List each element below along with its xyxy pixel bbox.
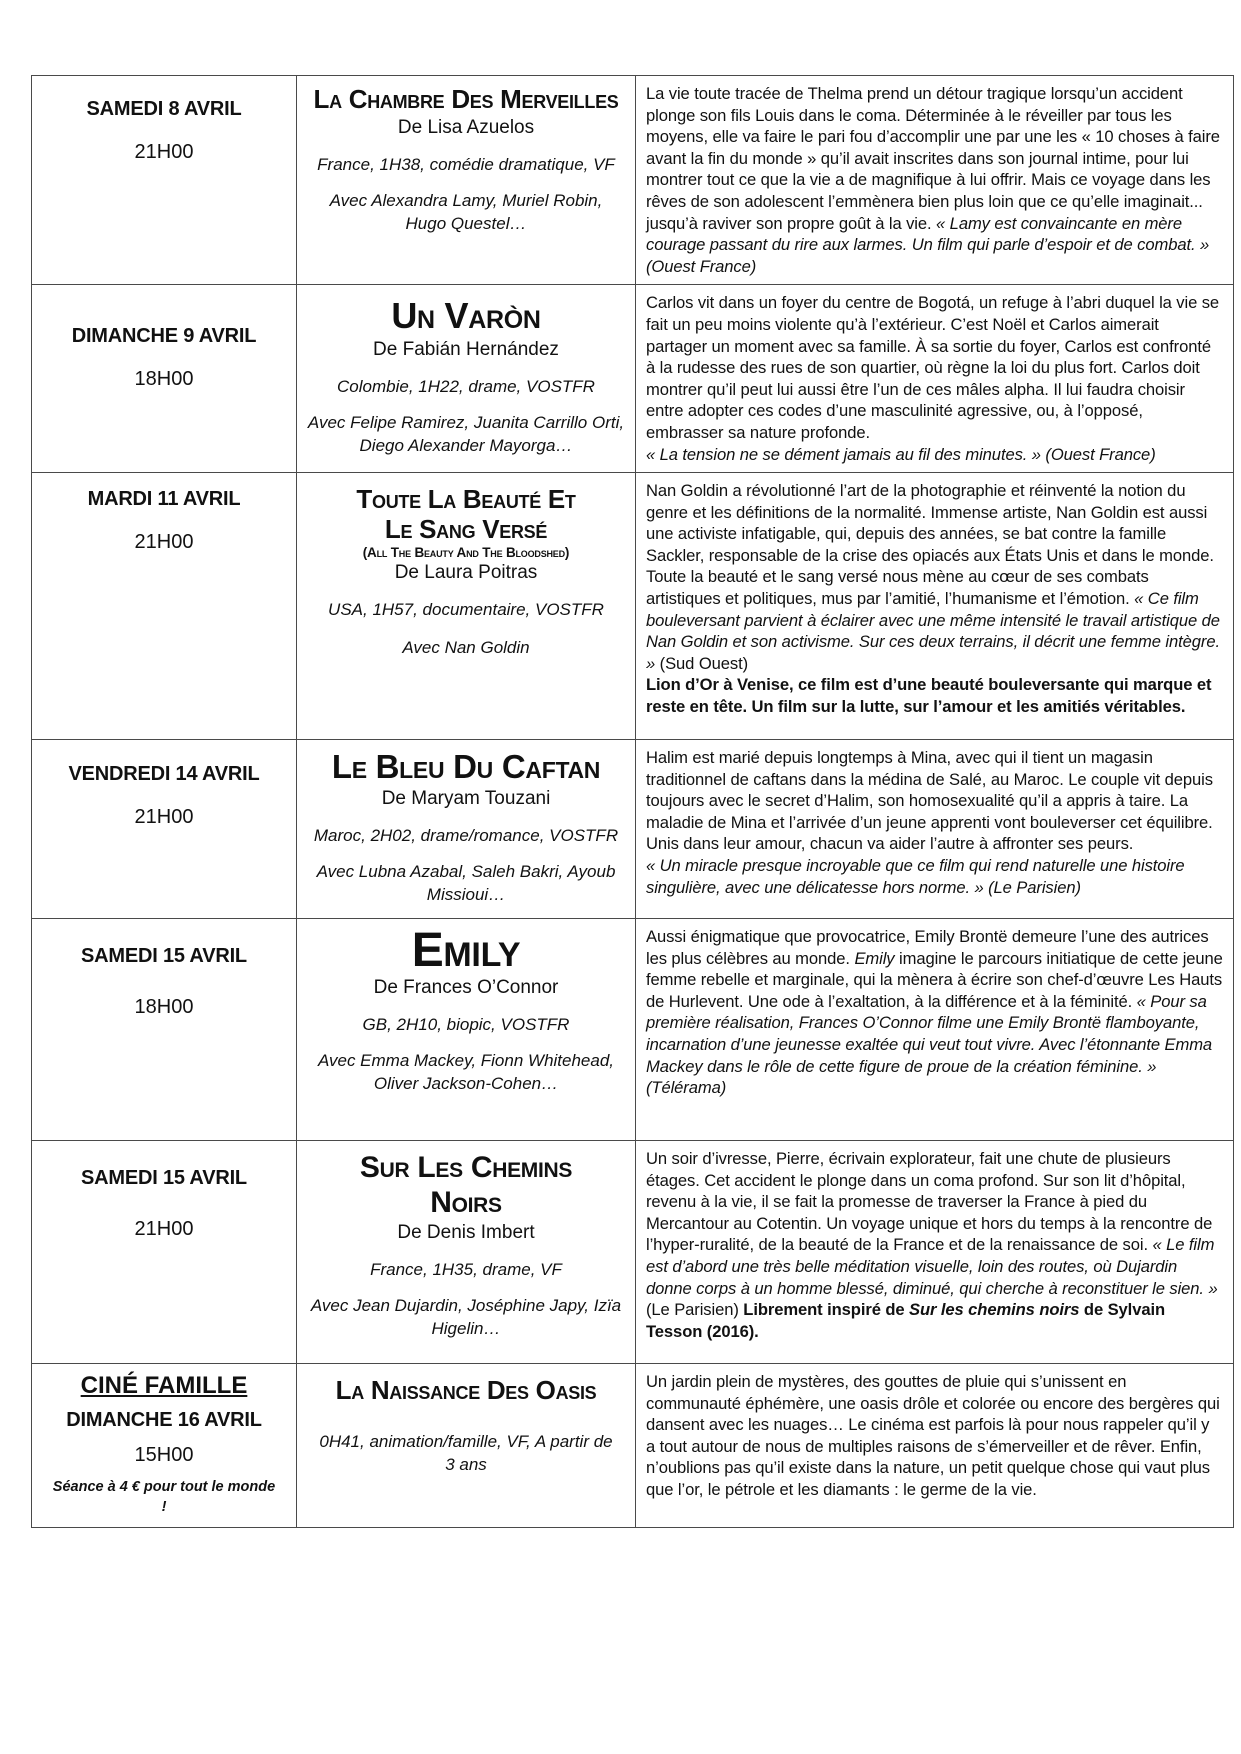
synopsis-cell [636,473,1234,740]
adaptation-note: de Sylvain Tesson (2016). [646,1300,1165,1341]
film-title-line-2: Le Sang Versé [384,513,548,544]
film-cast: Avec Alexandra Lamy, Muriel Robin, Hugo Questel… [329,190,603,233]
screening-day: SAMEDI 8 AVRIL [86,98,242,120]
screening-day: DIMANCHE 16 AVRIL [66,1409,262,1432]
date-cell [32,285,297,473]
screening-day: SAMEDI 15 AVRIL [81,945,247,968]
film-director: De Denis Imbert [397,1222,535,1244]
press-quote: « La tension ne se dément jamais au fil des minutes. » (Ouest France) [646,444,1156,464]
synopsis-cell [636,285,1234,473]
film-cell [297,1141,636,1364]
film-info: Colombie, 1H22, drame, VOSTFR [337,376,595,396]
film-cell [297,1364,636,1528]
date-cell [32,1364,297,1528]
synopsis-cell [636,76,1234,285]
film-director: De Lisa Azuelos [397,116,535,138]
synopsis [646,1148,1223,1342]
synopsis [646,83,1223,277]
press-source: (Sud Ouest) [659,653,749,673]
date-cell [32,919,297,1141]
screening-day: DIMANCHE 9 AVRIL [71,325,257,348]
film-title: Emily [411,924,521,978]
film-title-mention: Emily [854,948,895,968]
screening-row [32,919,1234,1141]
film-title-line-1: Toute La Beauté Et [356,484,576,515]
screening-row [32,76,1234,285]
press-source: (Le Parisien) [646,1300,739,1320]
synopsis-text: Nan Goldin a révolutionné l’art de la photographie et réinventé la notion du genre et les définitions de la normalité. Immense artiste, Nan Goldin est aussi une activiste infatigable, qui, depuis des années, se bat contre la famille Sackler, responsable de la crise des opiacés aux États Unis et dans le monde. Toute la beauté et le sang versé nous mène au cœur de ses combats artistiques et politiques, mus par l’amitié, l’humanisme et l’émotion. [646,481,1214,609]
film-title: La Naissance Des Oasis [335,1375,597,1406]
synopsis-cell [636,919,1234,1141]
film-cast: Avec Lubna Azabal, Saleh Bakri, Ayoub Missioui… [316,862,616,905]
screening-time: 18H00 [134,368,194,391]
film-info: France, 1H35, drame, VF [370,1260,562,1280]
festival-highlight: Lion d’Or à Venise, ce film est d’une beauté bouleversante qui marque et reste en tête. Un film sur la lutte, sur l’amour et les amitiés véritables. [646,675,1212,717]
screening-time: 21H00 [134,531,194,554]
film-cell [297,919,636,1141]
film-cell [297,285,636,473]
synopsis-cell [636,740,1234,919]
film-cast: Avec Emma Mackey, Fionn Whitehead, Oliver Jackson-Cohen… [317,1051,615,1094]
adaptation-note: Librement inspiré de [743,1300,905,1320]
date-cell [32,473,297,740]
press-quote: « Ce film bouleversant parvient à éclairer avec une même intensité le travail artistique de Nan Goldin et son activisme. Sur ces deux terrains, il décrit une femme intègre. » [646,589,1220,673]
film-info: 0H41, animation/famille, VF, A partir de 3 ans [319,1431,613,1474]
screening-time: 21H00 [134,806,194,829]
book-title: Sur les chemins noirs [909,1300,1080,1320]
date-cell [32,76,297,285]
film-director: De Fabián Hernández [373,338,559,360]
synopsis [646,926,1223,1099]
film-title: Le Bleu Du Caftan [331,748,601,786]
screening-time: 15H00 [134,1444,194,1467]
screening-row [32,740,1234,919]
screening-time: 18H00 [134,996,194,1019]
screening-row [32,473,1234,740]
film-director: De Maryam Touzani [381,788,551,810]
screening-day: VENDREDI 14 AVRIL [68,763,260,786]
film-director: De Laura Poitras [394,561,538,583]
film-info: France, 1H38, comédie dramatique, VF [317,154,615,174]
synopsis-text: La vie toute tracée de Thelma prend un détour tragique lorsqu’un accident plonge son fils Louis dans le coma. Déterminée à le réveiller par tous les moyens, elle va faire le pari fou d’accomplir une par une les « 10 choses à faire avant la fin du monde » qu’il avait inscrites dans son journal intime, pour lui montrer tout ce que la vie a de magnifique à lui offrir. Mais ce voyage dans les rêves de son adolescent l’emmènera bien plus loin que ce qu’elle imaginait... jusqu’à raviver son propre goût à la vie. [646,84,1220,233]
film-title-line-1: Sur Les Chemins [359,1151,573,1185]
synopsis-text: Carlos vit dans un foyer du centre de Bogotá, un refuge à l’abri duquel la vie se fait un peu moins violente qu’à l’extérieur. C’est Noël et Carlos aimerait partager un moment avec sa famille. À sa sortie du foyer, Carlos est confronté à la rudesse des rues de son quartier, où règne la loi du plus fort. Carlos doit montrer qu’il peut lui aussi être l’un de ces mâles alpha. Il lui faudra choisir entre adopter ces codes d’une masculinité agressive, ou, à l’opposé, embrasser sa nature profonde. [646,293,1220,442]
synopsis [646,292,1223,465]
film-title: La Chambre Des Merveilles [313,84,619,114]
price-note: Séance à 4 € pour tout le monde ! [52,1479,276,1516]
film-cell [297,740,636,919]
cine-famille-label: CINÉ FAMILLE [80,1372,248,1400]
synopsis-text: Aussi énigmatique que provocatrice, Emily Brontë demeure l’une des autrices les plus célèbres au monde. [646,927,1209,968]
film-info: Maroc, 2H02, drame/romance, VOSTFR [313,826,619,846]
screening-row [32,1141,1234,1364]
date-cell [32,1141,297,1364]
press-quote: « Le film est d’abord une très belle méditation visuelle, loin des routes, où Dujardin donne corps à un homme blessé, diminué, qui cherche à reconstituer le sien. » [646,1235,1218,1298]
synopsis-cell [636,1141,1234,1364]
synopsis: Un jardin plein de mystères, des gouttes de pluie qui s’unissent en communauté éphémère, une oasis drôle et colorée ou encore des bergères qui dansent avec les nuages… Le cinéma est parfois là pour nous rappeler qu’il y a tout autour de nous de multiples raisons de s’émerveiller et de rêver. Enfin, n’oublions pas qu’il existe dans la nature, un petit quelque chose qui vaut plus que l’or, le pétrole et les diamants : le germe de la vie. [646,1372,1220,1500]
screening-time: 21H00 [134,1218,194,1241]
film-info: USA, 1H57, documentaire, VOSTFR [328,599,604,619]
screening-time: 21H00 [134,141,194,163]
film-cast: Avec Felipe Ramirez, Juanita Carrillo Orti, Diego Alexander Mayorga… [307,412,625,455]
film-director: De Frances O’Connor [373,977,559,999]
screening-row [32,285,1234,473]
press-quote: « Lamy est convaincante en mère courage passant du rire aux larmes. Un film qui parle d’espoir et de combat. » (Ouest France) [646,213,1210,276]
film-cell [297,76,636,285]
synopsis-text: Un soir d’ivresse, Pierre, écrivain explorateur, fait une chute de plusieurs étages. Cet accident le plonge dans un coma profond. Sur son lit d’hôpital, revenu à la vie, il se fait la promesse de traverser la France à pied du Mercantour au Cotentin. Un voyage unique et hors du temps à la rencontre de l’hyper-ruralité, de la beauté de la France et de la renaissance de soi. [646,1149,1213,1255]
press-quote: « Un miracle presque incroyable que ce film qui rend naturelle une histoire singulière, avec une délicatesse hors norme. » (Le Parisien) [646,856,1185,897]
film-cast: Avec Jean Dujardin, Joséphine Japy, Izïa Higelin… [310,1296,622,1339]
press-quote: « Pour sa première réalisation, Frances O’Connor filme une Emily Brontë flamboyante, incarnation d’une jeunesse exaltée qui veut tout vivre. Avec l’étonnante Emma Mackey dans le rôle de cette figure de proue de la création féminine. » (Télérama) [646,991,1213,1098]
synopsis-text: Halim est marié depuis longtemps à Mina, avec qui il tient un magasin traditionnel de caftans dans la médina de Salé, au Maroc. Le couple vit depuis toujours avec le secret d’Halim, son homosexualité qu’il a appris à taire. La maladie de Mina et l’arrivée d’un jeune apprenti vont bouleverser cet équilibre. Unis dans leur amour, chacun va aider l’autre à affronter ses peurs. [646,748,1213,854]
synopsis-text: imagine le parcours initiatique de cette jeune femme rebelle et marginale, qui la mènera à écrire son chef-d’œuvre Les Hauts de Hurlevent. Une ode à l’exaltation, à la différence et à la féminité. [646,948,1223,1011]
film-info: GB, 2H10, biopic, VOSTFR [362,1015,570,1035]
programme-table [31,75,1234,1528]
screening-day: SAMEDI 15 AVRIL [81,1167,247,1190]
film-original-title: (All The Beauty And The Bloodshed) [362,544,570,560]
synopsis [646,747,1223,898]
film-cell [297,473,636,740]
screening-day: MARDI 11 AVRIL [87,488,241,511]
synopsis [646,480,1223,718]
date-cell [32,740,297,919]
film-title-line-2: Noirs [430,1185,502,1219]
screening-row [32,1364,1234,1528]
film-cast: Avec Nan Goldin [402,637,530,657]
film-title: Un Varòn [391,295,541,337]
synopsis-cell [636,1364,1234,1528]
